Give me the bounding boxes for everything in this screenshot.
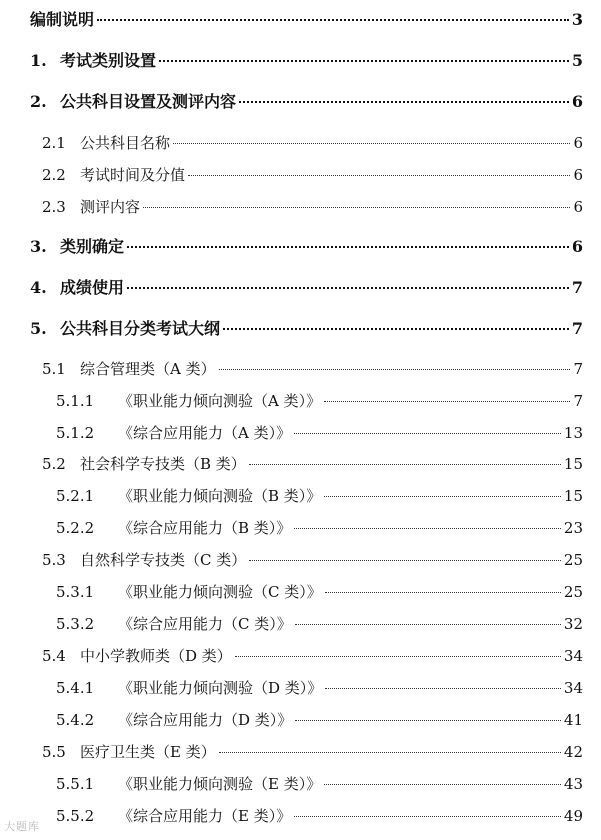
toc-entry-page-number: 5: [571, 51, 583, 70]
dot-leader: [294, 528, 561, 529]
toc-entry[interactable]: [56, 708, 583, 732]
toc-entry-number: 5.: [30, 319, 47, 338]
toc-entry-page-number: 25: [563, 551, 583, 569]
toc-entry[interactable]: [42, 644, 583, 668]
toc-entry-page-number: 49: [563, 807, 583, 825]
toc-entry[interactable]: [42, 195, 583, 219]
toc-entry-page-number: 6: [573, 198, 583, 216]
toc-entry-page-number: 3: [571, 10, 583, 29]
toc-entry-number: 2.2: [42, 166, 66, 184]
toc-entry-title: 考试类别设置: [60, 51, 157, 70]
toc-entry-number: 5.3.1: [56, 583, 95, 601]
toc-entry-title: 医疗卫生类（E 类）: [80, 743, 216, 761]
toc-entry[interactable]: [56, 516, 583, 540]
toc-entry[interactable]: [56, 580, 583, 604]
dot-leader: [295, 624, 561, 625]
toc-entry-number: 5.2.1: [56, 487, 95, 505]
toc-entry[interactable]: [56, 484, 583, 508]
toc-entry-number: 5.1: [42, 360, 66, 378]
toc-entry-page-number: 7: [571, 319, 583, 338]
toc-entry[interactable]: [56, 421, 583, 445]
toc-entry-page-number: 7: [573, 360, 583, 378]
toc-entry-number: 5.4.1: [56, 679, 95, 697]
toc-entry-number: 5.3: [42, 551, 66, 569]
toc-entry[interactable]: [56, 389, 583, 413]
toc-entry-title: 《综合应用能力（D 类）》: [118, 711, 293, 729]
toc-entry-page-number: 23: [563, 519, 583, 537]
toc-entry[interactable]: [42, 452, 583, 476]
toc-entry[interactable]: [30, 90, 583, 114]
dot-leader: [325, 688, 561, 689]
toc-entry-number: 2.: [30, 92, 47, 111]
dot-leader: [324, 496, 561, 497]
toc-entry-page-number: 32: [563, 615, 583, 633]
dot-leader: [127, 246, 569, 248]
dot-leader: [294, 816, 561, 817]
toc-entry-number: 1.: [30, 51, 47, 70]
toc-entry-page-number: 6: [573, 166, 583, 184]
dot-leader: [219, 752, 561, 753]
toc-entry[interactable]: [30, 49, 583, 73]
toc-entry-page-number: 6: [573, 134, 583, 152]
toc-entry-title: 中小学教师类（D 类）: [80, 647, 232, 665]
toc-entry-title: 编制说明: [30, 10, 95, 29]
toc-entry-number: 2.1: [42, 134, 66, 152]
toc-entry-page-number: 34: [563, 679, 583, 697]
dot-leader: [294, 433, 561, 434]
toc-entry-page-number: 42: [563, 743, 583, 761]
toc-entry-page-number: 15: [563, 455, 583, 473]
dot-leader: [143, 207, 570, 208]
toc-entry-page-number: 34: [563, 647, 583, 665]
toc-entry[interactable]: [56, 676, 583, 700]
dot-leader: [223, 328, 569, 330]
toc-entry[interactable]: [42, 548, 583, 572]
toc-entry[interactable]: [42, 163, 583, 187]
toc-entry-title: 社会科学专技类（B 类）: [80, 455, 246, 473]
toc-entry-number: 2.3: [42, 198, 66, 216]
toc-entry[interactable]: [30, 8, 583, 32]
toc-entry-title: 《综合应用能力（C 类）》: [118, 615, 292, 633]
toc-entry-number: 5.3.2: [56, 615, 95, 633]
toc-entry-number: 5.2: [42, 455, 66, 473]
dot-leader: [173, 143, 570, 144]
toc-entry-title: 公共科目设置及测评内容: [60, 92, 237, 111]
toc-entry-title: 综合管理类（A 类）: [80, 360, 216, 378]
toc-entry-number: 5.4: [42, 647, 66, 665]
toc-entry-number: 5.5: [42, 743, 66, 761]
toc-entry-page-number: 6: [571, 92, 583, 111]
toc-entry-title: 《职业能力倾向测验（C 类）》: [118, 583, 322, 601]
dot-leader: [324, 401, 570, 402]
toc-entry-number: 5.2.2: [56, 519, 95, 537]
dot-leader: [295, 720, 561, 721]
toc-entry-title: 《职业能力倾向测验（B 类）》: [118, 487, 322, 505]
toc-entry-number: 5.1.2: [56, 424, 95, 442]
toc-entry-number: 3.: [30, 237, 47, 256]
toc-entry-title: 《综合应用能力（B 类）》: [118, 519, 292, 537]
toc-entry-page-number: 13: [563, 424, 583, 442]
dot-leader: [325, 592, 561, 593]
toc-entry-title: 《职业能力倾向测验（D 类）》: [118, 679, 323, 697]
toc-entry-page-number: 7: [571, 278, 583, 297]
toc-entry[interactable]: [30, 276, 583, 300]
toc-entry[interactable]: [30, 317, 583, 341]
toc-entry-number: 5.1.1: [56, 392, 95, 410]
toc-entry-page-number: 15: [563, 487, 583, 505]
toc-entry-title: 类别确定: [60, 237, 125, 256]
dot-leader: [188, 175, 570, 176]
toc-entry-page-number: 7: [573, 392, 583, 410]
toc-entry-number: 5.5.1: [56, 775, 95, 793]
toc-entry-number: 4.: [30, 278, 47, 297]
toc-entry-page-number: 25: [563, 583, 583, 601]
toc-entry-number: 5.5.2: [56, 807, 95, 825]
toc-entry-title: 公共科目名称: [80, 134, 171, 152]
toc-entry[interactable]: [56, 804, 583, 828]
toc-entry-title: 《职业能力倾向测验（A 类）》: [118, 392, 322, 410]
watermark-logo: 大题库: [4, 820, 40, 833]
toc-entry-number: 5.4.2: [56, 711, 95, 729]
dot-leader: [159, 60, 569, 62]
toc-entry-page-number: 43: [563, 775, 583, 793]
toc-entry-title: 成绩使用: [60, 278, 125, 297]
toc-entry[interactable]: [42, 357, 583, 381]
toc-entry[interactable]: [42, 740, 583, 764]
dot-leader: [219, 369, 571, 370]
toc-entry-title: 《职业能力倾向测验（E 类）》: [118, 775, 322, 793]
toc-entry-page-number: 41: [563, 711, 583, 729]
toc-entry-title: 《综合应用能力（A 类）》: [118, 424, 292, 442]
toc-entry-page-number: 6: [571, 237, 583, 256]
toc-entry-title: 考试时间及分值: [80, 166, 186, 184]
dot-leader: [97, 19, 569, 21]
toc-entry[interactable]: [56, 772, 583, 796]
dot-leader: [235, 656, 561, 657]
dot-leader: [239, 101, 569, 103]
dot-leader: [249, 464, 561, 465]
dot-leader: [324, 784, 561, 785]
toc-entry-title: 公共科目分类考试大纲: [60, 319, 221, 338]
toc-entry-title: 《综合应用能力（E 类）》: [118, 807, 292, 825]
toc-entry[interactable]: [42, 131, 583, 155]
toc-entry-title: 自然科学专技类（C 类）: [80, 551, 247, 569]
dot-leader: [127, 287, 569, 289]
toc-entry[interactable]: [30, 235, 583, 259]
toc-entry-title: 测评内容: [80, 198, 141, 216]
dot-leader: [249, 560, 561, 561]
toc-entry[interactable]: [56, 612, 583, 636]
